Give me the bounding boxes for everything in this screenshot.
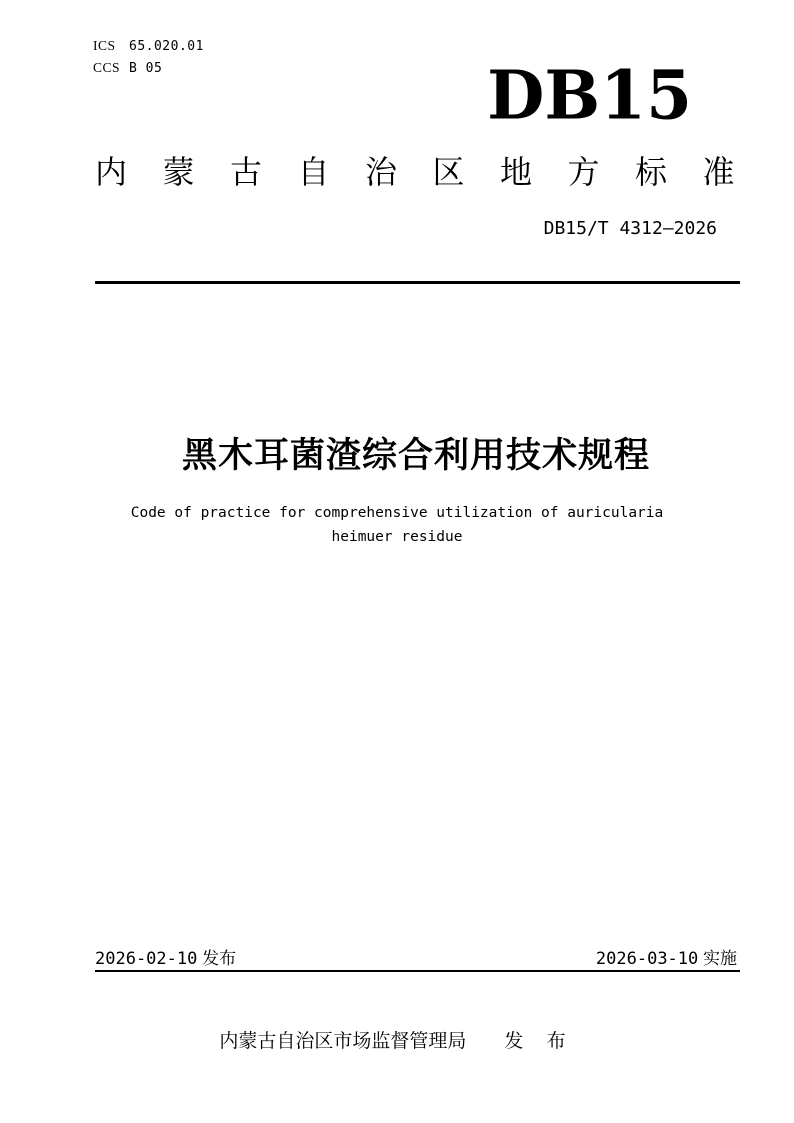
implementation-date	[596, 944, 737, 969]
implementation-date-word: 实施	[703, 949, 737, 968]
ccs-value: B 05	[129, 61, 163, 76]
publish-word: 发 布	[504, 1031, 575, 1052]
standard-type-heading: 内蒙古自治区地方标准	[95, 154, 771, 190]
ics-code-row	[93, 38, 204, 54]
ccs-label: CCS	[93, 60, 121, 75]
implementation-date-value: 2026-03-10	[595, 949, 699, 969]
standard-number: DB15/T 4312—2026	[543, 218, 717, 239]
issue-date	[95, 944, 236, 969]
publisher-name: 内蒙古自治区市场监督管理局	[219, 1031, 467, 1052]
ics-value: 65.020.01	[129, 39, 204, 54]
document-title-en-line2: heimuer residue	[331, 529, 463, 545]
ics-label: ICS	[93, 38, 116, 53]
document-title-en	[47, 501, 747, 549]
ccs-code-row	[93, 60, 162, 76]
db15-logo: DB15	[487, 55, 692, 135]
header-divider-rule	[95, 281, 740, 284]
publisher-line	[0, 1026, 794, 1053]
footer-divider-rule	[95, 970, 740, 972]
issue-date-word: 发布	[202, 949, 237, 968]
document-title-zh: 黑木耳菌渣综合利用技术规程	[181, 436, 650, 475]
issue-date-value: 2026-02-10	[95, 949, 198, 969]
document-title-en-line1: Code of practice for comprehensive utilization of auricularia	[130, 505, 664, 521]
